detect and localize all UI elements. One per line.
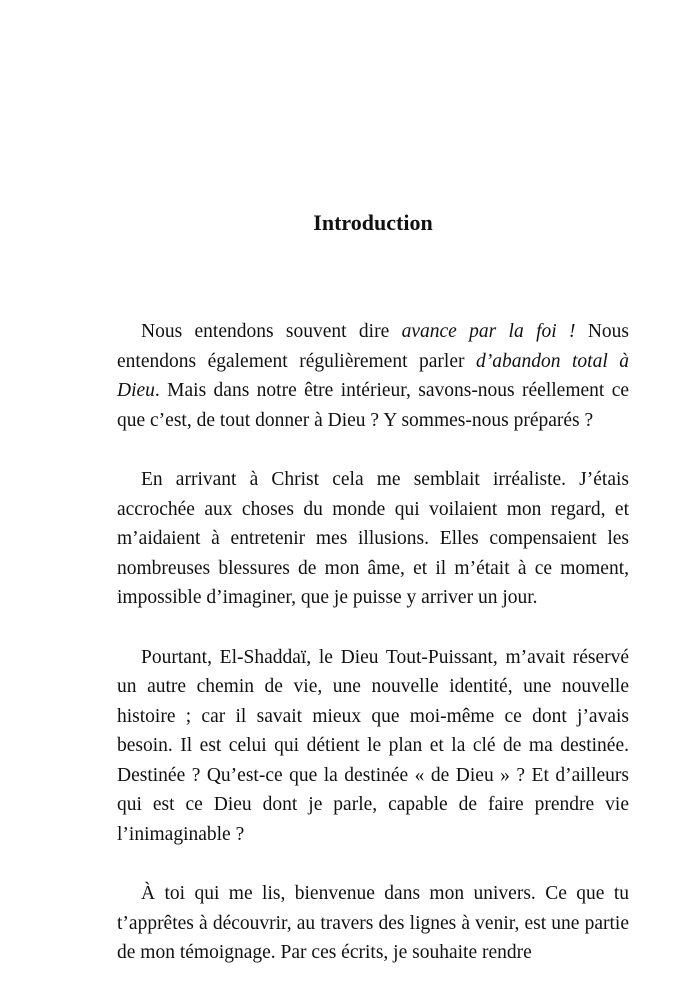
italic-text: d’abandon total à Dieu — [117, 350, 630, 401]
paragraph-text: Nous entendons également régulièrement parler — [117, 321, 629, 372]
chapter-title: Introduction — [313, 210, 433, 235]
paragraph-2 — [117, 465, 629, 613]
body-text — [117, 317, 629, 998]
italic-text: avance par la foi ! — [401, 321, 576, 342]
paragraph-text: À toi qui me lis, bienvenue dans mon univers. Ce que tu t’apprêtes à découvrir, au travers des lignes à venir, est une partie de mon témoignage. Par ces écrits, je souhaite rendre — [117, 883, 629, 963]
paragraph-4 — [117, 879, 629, 968]
paragraph-1 — [117, 317, 629, 435]
paragraph-text: . Mais dans notre être intérieur, savons-nous réellement ce que c’est, de tout donner à Dieu ? Y sommes-nous préparés ? — [117, 380, 629, 431]
paragraph-text: Pourtant, El-Shaddaï, le Dieu Tout-Puissant, m’avait réservé un autre chemin de vie, une nouvelle identité, une nouvelle histoire ; car il savait mieux que moi-même ce dont j’avais besoin. Il est celui qui détient le plan et la clé de ma destinée. Destinée ? Qu’est-ce que la destinée « de Dieu » ? Et d’ailleurs qui est ce Dieu dont je parle, capable de faire prendre vie l’inimaginable ? — [117, 646, 629, 845]
paragraph-text: Nous entendons souvent dire — [141, 321, 402, 342]
paragraph-text: En arrivant à Christ cela me semblait irréaliste. J’étais accrochée aux choses du monde qui voilaient mon regard, et m’aidaient à entretenir mes illusions. Elles compensaient les nombreuses blessures de mon âme, et il m’était à ce moment, impossible d’imaginer, que je puisse y arriver un jour. — [117, 469, 629, 608]
paragraph-3 — [117, 643, 629, 850]
